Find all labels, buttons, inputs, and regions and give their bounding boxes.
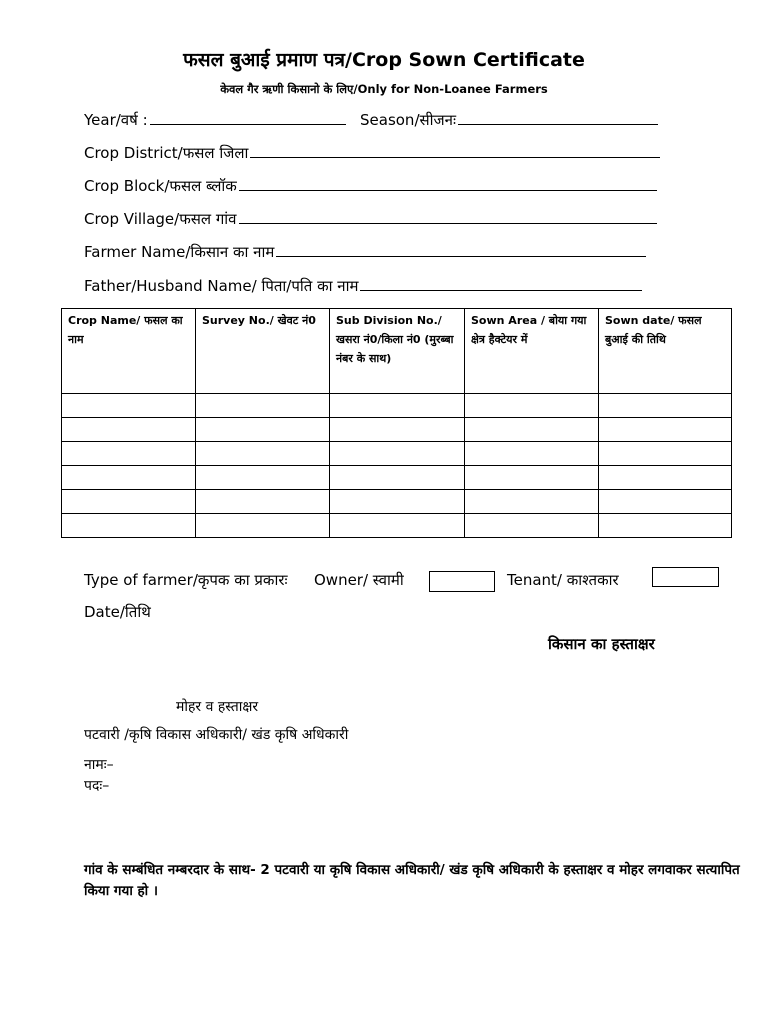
table-cell[interactable] bbox=[465, 442, 599, 466]
tenant-checkbox[interactable] bbox=[652, 567, 719, 587]
table-cell[interactable] bbox=[465, 418, 599, 442]
table-cell[interactable] bbox=[330, 442, 465, 466]
seal-signature-label: मोहर व हस्ताक्षर bbox=[176, 699, 259, 715]
season-field bbox=[360, 110, 658, 130]
official-post-label: पदः– bbox=[84, 778, 110, 794]
table-cell[interactable] bbox=[62, 514, 196, 538]
farmer-name-label: Farmer Name/किसान का नाम bbox=[84, 243, 275, 261]
crop-district-field bbox=[84, 143, 660, 163]
crop-district-input-line[interactable] bbox=[250, 143, 660, 158]
verification-notice: गांव के सम्बंधित नम्बरदार के साथ- 2 पटवारी या कृषि विकास अधिकारी/ खंड कृषि अधिकारी के हस्ताक्षर व मोहर लगवाकर सत्यापित किया गया हो । bbox=[84, 862, 740, 899]
table-cell[interactable] bbox=[330, 418, 465, 442]
year-label: Year/वर्ष : bbox=[84, 111, 148, 129]
table-cell[interactable] bbox=[196, 466, 330, 490]
column-header-sown-date: Sown date/ फसल बुआई की तिथि bbox=[599, 309, 732, 394]
table-cell[interactable] bbox=[196, 442, 330, 466]
table-cell[interactable] bbox=[62, 442, 196, 466]
table-cell[interactable] bbox=[196, 418, 330, 442]
page-subtitle: केवल गैर ऋणी किसानो के लिए/Only for Non-Loanee Farmers bbox=[220, 82, 548, 96]
table-row bbox=[62, 394, 732, 418]
year-input-line[interactable] bbox=[150, 110, 346, 125]
table-cell[interactable] bbox=[330, 514, 465, 538]
table-cell[interactable] bbox=[62, 418, 196, 442]
farmer-type-label: Type of farmer/कृपक का प्रकारः bbox=[84, 571, 288, 589]
crop-village-label: Crop Village/फसल गांव bbox=[84, 210, 237, 228]
official-designation: पटवारी /कृषि विकास अधिकारी/ खंड कृषि अधिकारी bbox=[84, 727, 349, 743]
table-cell[interactable] bbox=[599, 514, 732, 538]
season-input-line[interactable] bbox=[458, 110, 658, 125]
crop-block-label: Crop Block/फसल ब्लॉक bbox=[84, 177, 237, 195]
table-row bbox=[62, 418, 732, 442]
table-cell[interactable] bbox=[599, 442, 732, 466]
table-cell[interactable] bbox=[465, 466, 599, 490]
table-cell[interactable] bbox=[599, 394, 732, 418]
official-name-label: नामः– bbox=[84, 757, 114, 773]
crop-district-label: Crop District/फसल जिला bbox=[84, 144, 249, 162]
owner-label: Owner/ स्वामी bbox=[314, 571, 404, 589]
table-cell[interactable] bbox=[465, 394, 599, 418]
table-cell[interactable] bbox=[599, 490, 732, 514]
column-header-crop-name: Crop Name/ फसल का नाम bbox=[62, 309, 196, 394]
father-husband-field bbox=[84, 276, 642, 296]
table-row bbox=[62, 442, 732, 466]
table-cell[interactable] bbox=[330, 490, 465, 514]
date-label: Date/तिथि bbox=[84, 603, 151, 621]
table-cell[interactable] bbox=[330, 466, 465, 490]
table-cell[interactable] bbox=[196, 514, 330, 538]
crop-block-input-line[interactable] bbox=[239, 176, 657, 191]
table-cell[interactable] bbox=[196, 490, 330, 514]
table-row bbox=[62, 490, 732, 514]
table-cell[interactable] bbox=[599, 418, 732, 442]
father-husband-label: Father/Husband Name/ पिता/पति का नाम bbox=[84, 277, 359, 295]
crop-village-input-line[interactable] bbox=[239, 209, 657, 224]
owner-checkbox[interactable] bbox=[429, 571, 495, 592]
column-header-sown-area: Sown Area / बोया गया क्षेत्र हैक्टेयर में bbox=[465, 309, 599, 394]
table-cell[interactable] bbox=[62, 490, 196, 514]
page-title: फसल बुआई प्रमाण पत्र/Crop Sown Certificate bbox=[183, 49, 585, 71]
farmer-name-input-line[interactable] bbox=[276, 242, 646, 257]
season-label: Season/सीजनः bbox=[360, 111, 457, 129]
farmer-name-field bbox=[84, 242, 646, 262]
table-cell[interactable] bbox=[62, 394, 196, 418]
tenant-label: Tenant/ काश्तकार bbox=[507, 571, 619, 589]
year-field bbox=[84, 110, 346, 130]
crop-block-field bbox=[84, 176, 657, 196]
crop-details-table bbox=[61, 308, 732, 538]
farmer-signature-label: किसान का हस्ताक्षर bbox=[548, 635, 655, 653]
table-row bbox=[62, 514, 732, 538]
column-header-sub-division-no: Sub Division No./ खसरा नं0/किला नं0 (मुरब्बा नंबर के साथ) bbox=[330, 309, 465, 394]
table-row bbox=[62, 466, 732, 490]
table-cell[interactable] bbox=[465, 514, 599, 538]
crop-village-field bbox=[84, 209, 657, 229]
table-header-row bbox=[62, 309, 732, 394]
table-cell[interactable] bbox=[465, 490, 599, 514]
table-cell[interactable] bbox=[599, 466, 732, 490]
table-cell[interactable] bbox=[330, 394, 465, 418]
father-husband-input-line[interactable] bbox=[360, 276, 642, 291]
column-header-survey-no: Survey No./ खेवट नं0 bbox=[196, 309, 330, 394]
table-cell[interactable] bbox=[196, 394, 330, 418]
table-cell[interactable] bbox=[62, 466, 196, 490]
